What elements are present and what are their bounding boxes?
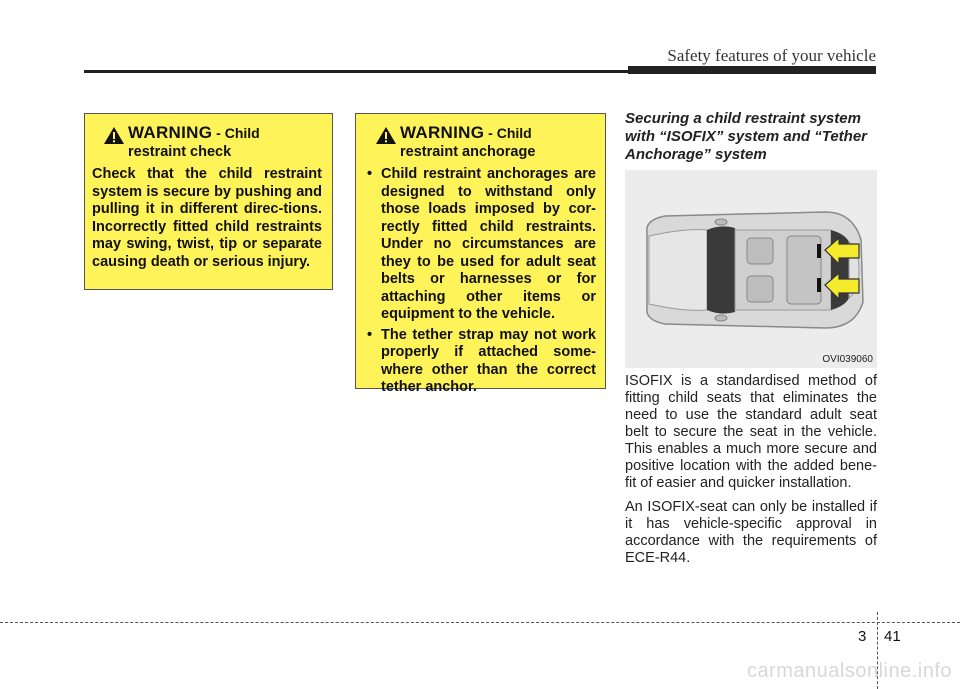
header-title: Safety features of your vehicle <box>667 46 876 65</box>
page-number: 41 <box>884 628 901 645</box>
section-heading: Securing a child restraint system with “ISOFIX” system and “Tether Anchorage” system <box>625 110 867 163</box>
footer-rule <box>0 622 960 623</box>
warning-header <box>92 124 322 161</box>
paragraph: An ISOFIX-seat can only be installed if it has vehicle-specific approval in accordance with the requirements of ECE-R44. <box>625 499 877 566</box>
figure-code: OVI039060 <box>822 354 873 365</box>
warning-subject-line2: restraint anchorage <box>400 143 536 160</box>
section-body <box>625 373 877 574</box>
warning-box-restraint-anchorage <box>355 113 606 395</box>
chapter-number: 3 <box>858 628 867 645</box>
warning-list-item: • The tether strap may not work properly if attached some-where other than the correct tether anchor. <box>364 327 596 397</box>
warning-list-item: • Child restraint anchorages are designed to withstand only those loads imposed by cor-rectly fitted child restraints. Under no circumstances are they to be used for adult seat belts or harnesses or for attaching other items or equipment to the vehicle. <box>364 166 596 324</box>
header-tab <box>628 66 876 74</box>
warning-word: WARNING <box>128 123 213 142</box>
warning-triangle-icon <box>375 126 397 145</box>
warning-subject-line2: restraint check <box>128 143 232 160</box>
watermark: carmanualsonline.info <box>746 660 952 682</box>
warning-subject: - Child <box>484 125 532 141</box>
warning-list <box>364 166 596 397</box>
warning-body: Check that the child restraint system is secure by pushing and pulling it in different direc-tions. Incorrectly fitted child restraints may swing, twist, tip or separate causing death or serious injury. <box>92 166 322 270</box>
car-top-view-illustration <box>625 170 877 368</box>
warning-subject: - Child <box>212 125 260 141</box>
paragraph: ISOFIX is a standardised method of fitting child seats that eliminates the need to use the standard adult seat belt to secure the seat in the vehicle. This enables a much more secure and positive location with the added bene-fit of easier and quicker installation. <box>625 373 877 491</box>
car-isofix-figure <box>625 170 877 368</box>
warning-triangle-icon <box>103 126 125 145</box>
warning-header <box>364 124 596 161</box>
warning-word: WARNING <box>400 123 485 142</box>
warning-box-restraint-check <box>84 113 333 290</box>
